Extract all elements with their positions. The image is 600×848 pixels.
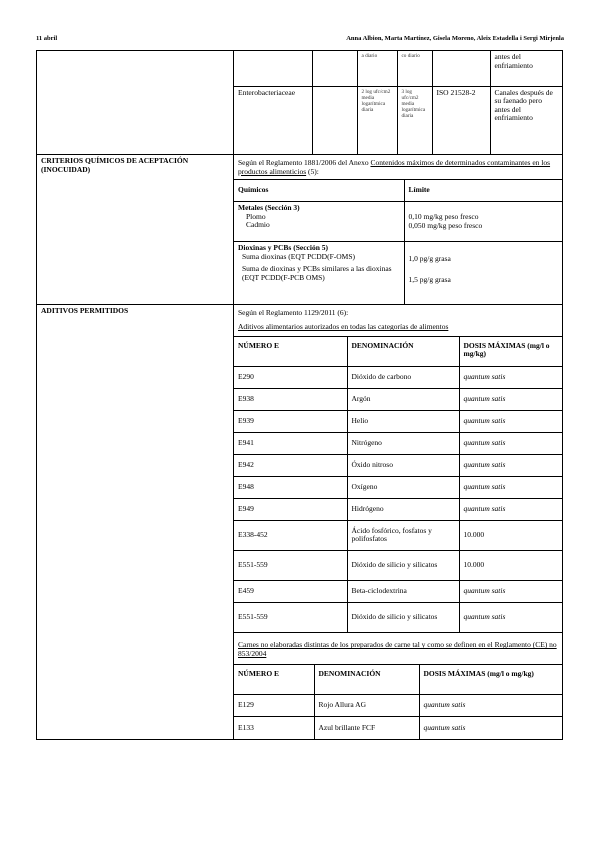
- denomination-cell: Hidrógeno: [347, 498, 459, 520]
- denomination-cell: Azul brillante FCF: [314, 717, 419, 739]
- table-row: [234, 454, 562, 476]
- max-dose-cell: quantum satis: [459, 602, 562, 632]
- table-header-row: [234, 336, 562, 366]
- criteria-table: [36, 50, 563, 740]
- max-dose-cell: quantum satis: [459, 388, 562, 410]
- e-number-cell: E939: [234, 410, 347, 432]
- denomination-cell: Oxígeno: [347, 476, 459, 498]
- denomination-cell: Helio: [347, 410, 459, 432]
- max-dose-cell: quantum satis: [459, 476, 562, 498]
- table-header-row: [234, 665, 562, 695]
- max-dose-cell: 10.000: [459, 520, 562, 550]
- e-number-cell: E941: [234, 432, 347, 454]
- table-row: Metales (Sección 3) Plomo Cadmio 0,10 mg/kg peso fresco 0,050 mg/kg peso fresco: [234, 202, 562, 242]
- column-header: NÚMERO E: [234, 665, 314, 695]
- table-row: [234, 432, 562, 454]
- e-number-cell: E949: [234, 498, 347, 520]
- table-row: [234, 580, 562, 602]
- micro-cell: ISO 21528-2: [432, 86, 490, 154]
- chemical-label: CRITERIOS QUÍMICOS DE ACEPTACIÓN (INOCUIDAD): [37, 155, 234, 305]
- table-row: [234, 410, 562, 432]
- e-number-cell: E290: [234, 366, 347, 388]
- e-number-cell: E338-452: [234, 520, 347, 550]
- additives-label: ADITIVOS PERMITIDOS: [37, 304, 234, 739]
- additives-section: [37, 304, 563, 739]
- micro-cell: co diario: [397, 51, 432, 86]
- micro-cell: Canales después de su faenado pero antes del enfriamiento: [490, 86, 562, 154]
- denomination-cell: Ácido fosfórico, fosfatos y polifosfatos: [347, 520, 459, 550]
- micro-cell: antes del enfriamiento: [490, 51, 562, 86]
- authors-header: Anna Albion, Marta Martínez, Gisela Moreno, Aleix Estadella i Sergi Mirjenla: [346, 35, 564, 42]
- micro-cell: Enterobacteriaceae: [234, 86, 312, 154]
- denomination-cell: Óxido nitroso: [347, 454, 459, 476]
- denomination-cell: Rojo Allura AG: [314, 695, 419, 717]
- additives-table-2: [234, 664, 562, 739]
- column-header: NÚMERO E: [234, 336, 347, 366]
- table-row: Dioxinas y PCBs (Sección 5) Suma dioxinas (EQT PCDD(F-OMS) Suma de dioxinas y PCBs similares a las dioxinas (EQT PCDD(F-PCB OMS) 1,0 pg/g grasa 1,5 pg/g grasa: [234, 242, 562, 304]
- dioxinas-title: Dioxinas y PCBs (Sección 5): [238, 243, 328, 252]
- e-number-cell: E948: [234, 476, 347, 498]
- chemical-intro: Según el Reglamento 1881/2006 del Anexo Contenidos máximos de determinados contaminantes en los productos alimenticios (5):: [238, 158, 551, 176]
- table-row: [234, 717, 562, 739]
- max-dose-cell: quantum satis: [459, 410, 562, 432]
- column-header: Límite: [404, 180, 562, 202]
- additives-subtitle: Aditivos alimentarios autorizados en todas las categorías de alimentos: [238, 322, 449, 332]
- table-row: [234, 550, 562, 580]
- e-number-cell: E133: [234, 717, 314, 739]
- column-header: DENOMINACIÓN: [347, 336, 459, 366]
- micro-cell: 3 log ufc/cm2 media logarítmica diaria: [397, 86, 432, 154]
- table-row: [234, 520, 562, 550]
- micro-cell: a diario: [357, 51, 397, 86]
- max-dose-cell: quantum satis: [459, 498, 562, 520]
- column-header: DOSIS MÁXIMAS (mg/l o mg/kg): [459, 336, 562, 366]
- e-number-cell: E938: [234, 388, 347, 410]
- additives-table: [234, 336, 562, 633]
- additives-intro: Según el Reglamento 1129/2011 (6):: [238, 307, 349, 317]
- table-row: [234, 476, 562, 498]
- e-number-cell: E459: [234, 580, 347, 602]
- e-number-cell: E551-559: [234, 602, 347, 632]
- e-number-cell: E551-559: [234, 550, 347, 580]
- micro-table: [234, 51, 562, 154]
- chemical-table: [234, 179, 562, 304]
- column-header: DOSIS MÁXIMAS (mg/l o mg/kg): [419, 665, 562, 695]
- max-dose-cell: quantum satis: [459, 580, 562, 602]
- denomination-cell: Dióxido de silicio y silicatos: [347, 602, 459, 632]
- column-header: Químicos: [234, 180, 404, 202]
- regulation-link: Contenidos máximos de determinados contaminantes en los productos alimenticios: [238, 158, 551, 176]
- page-date: 11 abril: [36, 35, 58, 42]
- table-row: [234, 695, 562, 717]
- e-number-cell: E942: [234, 454, 347, 476]
- micro-label-cell: [37, 51, 234, 155]
- max-dose-cell: quantum satis: [419, 695, 562, 717]
- table-row: [234, 388, 562, 410]
- denomination-cell: Dióxido de silicio y silicatos: [347, 550, 459, 580]
- chemical-section: [37, 155, 563, 305]
- denomination-cell: Nitrógeno: [347, 432, 459, 454]
- table-row: [234, 86, 562, 154]
- table-header-row: [234, 180, 562, 202]
- metales-title: Metales (Sección 3): [238, 203, 300, 212]
- max-dose-cell: quantum satis: [459, 366, 562, 388]
- denomination-cell: Argón: [347, 388, 459, 410]
- micro-cell: 2 log ufc/cm2 media logarítmica diaria: [357, 86, 397, 154]
- e-number-cell: E129: [234, 695, 314, 717]
- table-row: [234, 498, 562, 520]
- table-row: [234, 51, 562, 86]
- table-row: [234, 366, 562, 388]
- column-header: DENOMINACIÓN: [314, 665, 419, 695]
- max-dose-cell: quantum satis: [419, 717, 562, 739]
- max-dose-cell: quantum satis: [459, 454, 562, 476]
- denomination-cell: Dióxido de carbono: [347, 366, 459, 388]
- max-dose-cell: quantum satis: [459, 432, 562, 454]
- table-row: [234, 602, 562, 632]
- micro-section: [37, 51, 563, 155]
- additives-subtitle-2: Carnes no elaboradas distintas de los preparados de carne tal y como se definen en el Reglamento (CE) no 853/2004: [234, 632, 562, 664]
- max-dose-cell: 10.000: [459, 550, 562, 580]
- denomination-cell: Beta-ciclodextrina: [347, 580, 459, 602]
